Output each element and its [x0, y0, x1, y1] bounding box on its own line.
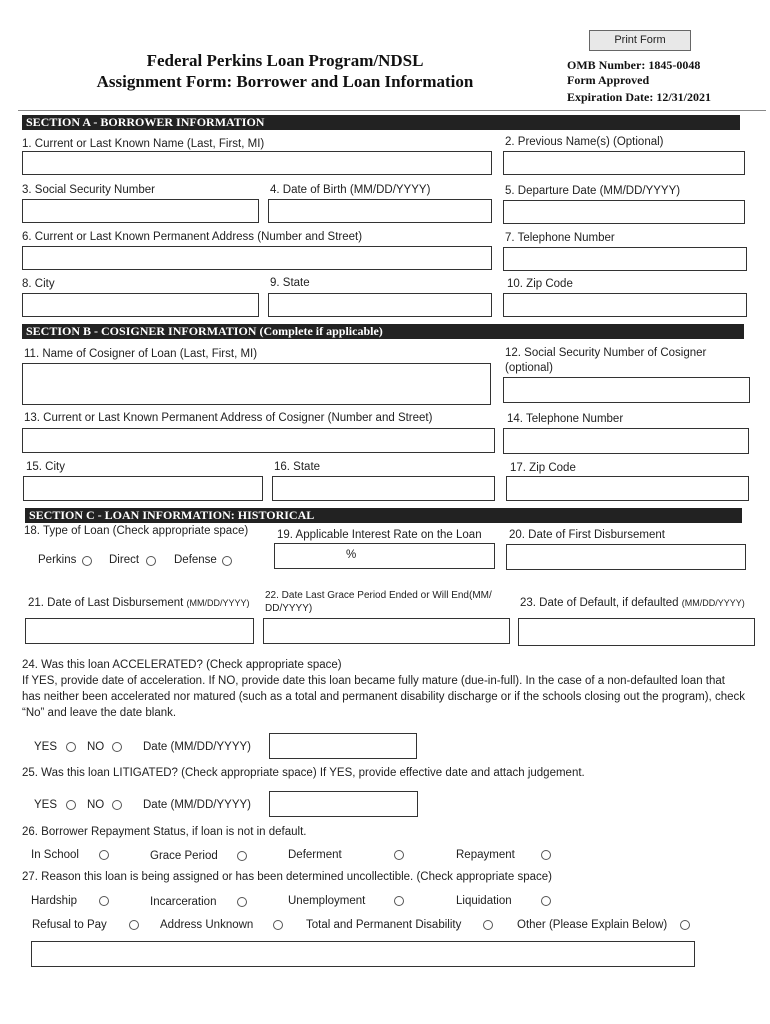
field-10-label: 10. Zip Code [507, 278, 573, 290]
field-19-label: 19. Applicable Interest Rate on the Loan [277, 529, 482, 541]
form-title-line1: Federal Perkins Loan Program/NDSL [146, 51, 424, 70]
field-9-label: 9. State [270, 277, 310, 289]
direct-radio[interactable] [146, 556, 156, 566]
previous-names-input[interactable] [503, 151, 745, 175]
field-21-date-format: (MM/DD/YYYY) [186, 598, 250, 608]
repayment-label: Repayment [456, 849, 515, 861]
other-explanation-input[interactable] [31, 941, 695, 967]
address-unknown-radio[interactable] [273, 920, 283, 930]
litigated-yes-label: YES [34, 799, 58, 811]
default-date-input[interactable] [518, 618, 755, 646]
expiration-date: Expiration Date: 12/31/2021 [567, 90, 711, 104]
telephone-input[interactable] [503, 247, 747, 271]
field-25-title: 25. Was this loan LITIGATED? (Check appropriate space) If YES, provide effective date and attach judgement. [22, 767, 585, 779]
hardship-radio[interactable] [99, 896, 109, 906]
field-26-title: 26. Borrower Repayment Status, if loan is not in default. [22, 826, 307, 838]
state-input[interactable] [268, 293, 492, 317]
accelerated-no-label: NO [87, 741, 105, 753]
unemployment-label: Unemployment [288, 895, 366, 907]
ssn-input[interactable] [22, 199, 259, 223]
field-16-label: 16. State [274, 461, 321, 473]
field-7-label: 7. Telephone Number [505, 232, 615, 244]
cosigner-ssn-input[interactable] [503, 377, 750, 403]
field-27-title: 27. Reason this loan is being assigned or has been determined uncollectible. (Check appropriate space) [22, 871, 552, 883]
accelerated-date-label: Date (MM/DD/YYYY) [143, 741, 251, 753]
field-22-label-line1: 22. Date Last Grace Period Ended or Will End(MM/ [265, 590, 492, 601]
percent-sign: % [346, 549, 357, 561]
in-school-radio[interactable] [99, 850, 109, 860]
field-12-optional: (optional) [505, 362, 553, 374]
repayment-radio[interactable] [541, 850, 551, 860]
cosigner-city-input[interactable] [23, 476, 263, 501]
field-14-label: 14. Telephone Number [507, 413, 624, 425]
city-input[interactable] [22, 293, 259, 317]
field-8-label: 8. City [22, 278, 55, 290]
unemployment-radio[interactable] [394, 896, 404, 906]
field-18-label: 18. Type of Loan (Check appropriate space) [24, 525, 249, 537]
section-c-header: SECTION C - LOAN INFORMATION: HISTORICAL [25, 508, 742, 523]
incarceration-label: Incarceration [150, 896, 217, 908]
perkins-label: Perkins [38, 554, 77, 566]
field-21-label [28, 596, 250, 610]
field-20-label: 20. Date of First Disbursement [509, 529, 665, 541]
defense-label: Defense [174, 554, 217, 566]
field-24-line3: “No” and leave the date blank. [22, 707, 177, 719]
accelerated-yes-radio[interactable] [66, 742, 76, 752]
field-21-text: 21. Date of Last Disbursement [28, 597, 184, 609]
grace-period-label: Grace Period [150, 850, 218, 862]
perkins-radio[interactable] [82, 556, 92, 566]
field-1-label: 1. Current or Last Known Name (Last, First, MI) [22, 138, 265, 150]
litigated-yes-radio[interactable] [66, 800, 76, 810]
cosigner-address-input[interactable] [22, 428, 495, 453]
field-3-label: 3. Social Security Number [22, 184, 155, 196]
defense-radio[interactable] [222, 556, 232, 566]
other-label: Other (Please Explain Below) [517, 919, 668, 931]
litigated-date-label: Date (MM/DD/YYYY) [143, 799, 251, 811]
litigated-no-label: NO [87, 799, 105, 811]
in-school-label: In School [31, 849, 79, 861]
zip-code-input[interactable] [503, 293, 747, 317]
form-title-line2: Assignment Form: Borrower and Loan Information [96, 72, 474, 91]
field-11-label: 11. Name of Cosigner of Loan (Last, First, MI) [24, 348, 258, 360]
field-5-label: 5. Departure Date (MM/DD/YYYY) [505, 185, 681, 197]
field-23-date-format: (MM/DD/YYYY) [681, 598, 745, 608]
incarceration-radio[interactable] [237, 897, 247, 907]
field-24-title: 24. Was this loan ACCELERATED? (Check appropriate space) [22, 659, 342, 671]
field-6-label: 6. Current or Last Known Permanent Address (Number and Street) [22, 231, 363, 243]
grace-period-radio[interactable] [237, 851, 247, 861]
field-23-label [520, 596, 745, 610]
refusal-label: Refusal to Pay [32, 919, 107, 931]
liquidation-label: Liquidation [456, 895, 512, 907]
refusal-radio[interactable] [129, 920, 139, 930]
last-disbursement-input[interactable] [25, 618, 254, 644]
field-4-label: 4. Date of Birth (MM/DD/YYYY) [270, 184, 431, 196]
section-a-header: SECTION A - BORROWER INFORMATION [22, 115, 740, 130]
field-15-label: 15. City [26, 461, 65, 473]
cosigner-zip-input[interactable] [506, 476, 749, 501]
direct-label: Direct [109, 554, 140, 566]
tpd-label: Total and Permanent Disability [306, 919, 462, 931]
current-name-input[interactable] [22, 151, 492, 175]
field-17-label: 17. Zip Code [510, 462, 576, 474]
field-24-line2: has neither been accelerated nor matured (such as a total and permanent disability discharge or if the schools closing out the program), check [22, 691, 745, 703]
tpd-radio[interactable] [483, 920, 493, 930]
address-unknown-label: Address Unknown [160, 919, 254, 931]
form-approved: Form Approved [567, 73, 650, 87]
interest-rate-input[interactable] [274, 543, 495, 569]
cosigner-name-input[interactable] [22, 363, 491, 405]
field-23-text: 23. Date of Default, if defaulted [520, 597, 679, 609]
field-24-line1: If YES, provide date of acceleration. If NO, provide date this loan became fully mature (due-in-full). In the case of a non-defaulted loan that [22, 675, 725, 687]
first-disbursement-input[interactable] [506, 544, 746, 570]
deferment-radio[interactable] [394, 850, 404, 860]
accelerated-date-input[interactable] [269, 733, 417, 759]
field-12-label: 12. Social Security Number of Cosigner [505, 347, 707, 359]
header-divider [18, 110, 766, 111]
deferment-label: Deferment [288, 849, 342, 861]
accelerated-no-radio[interactable] [112, 742, 122, 752]
field-13-label: 13. Current or Last Known Permanent Address of Cosigner (Number and Street) [24, 412, 433, 424]
field-2-label: 2. Previous Name(s) (Optional) [505, 136, 664, 148]
print-form-button[interactable]: Print Form [589, 30, 691, 51]
cosigner-state-input[interactable] [272, 476, 495, 501]
departure-date-input[interactable] [503, 200, 745, 224]
cosigner-telephone-input[interactable] [503, 428, 749, 454]
address-input[interactable] [22, 246, 492, 270]
other-radio[interactable] [680, 920, 690, 930]
section-b-header: SECTION B - COSIGNER INFORMATION (Complete if applicable) [22, 324, 744, 339]
date-of-birth-input[interactable] [268, 199, 492, 223]
hardship-label: Hardship [31, 895, 78, 907]
litigated-no-radio[interactable] [112, 800, 122, 810]
litigated-date-input[interactable] [269, 791, 418, 817]
grace-period-end-input[interactable] [263, 618, 510, 644]
field-22-label-line2: DD/YYYY) [265, 603, 313, 614]
liquidation-radio[interactable] [541, 896, 551, 906]
omb-number: OMB Number: 1845-0048 [567, 58, 701, 72]
accelerated-yes-label: YES [34, 741, 58, 753]
